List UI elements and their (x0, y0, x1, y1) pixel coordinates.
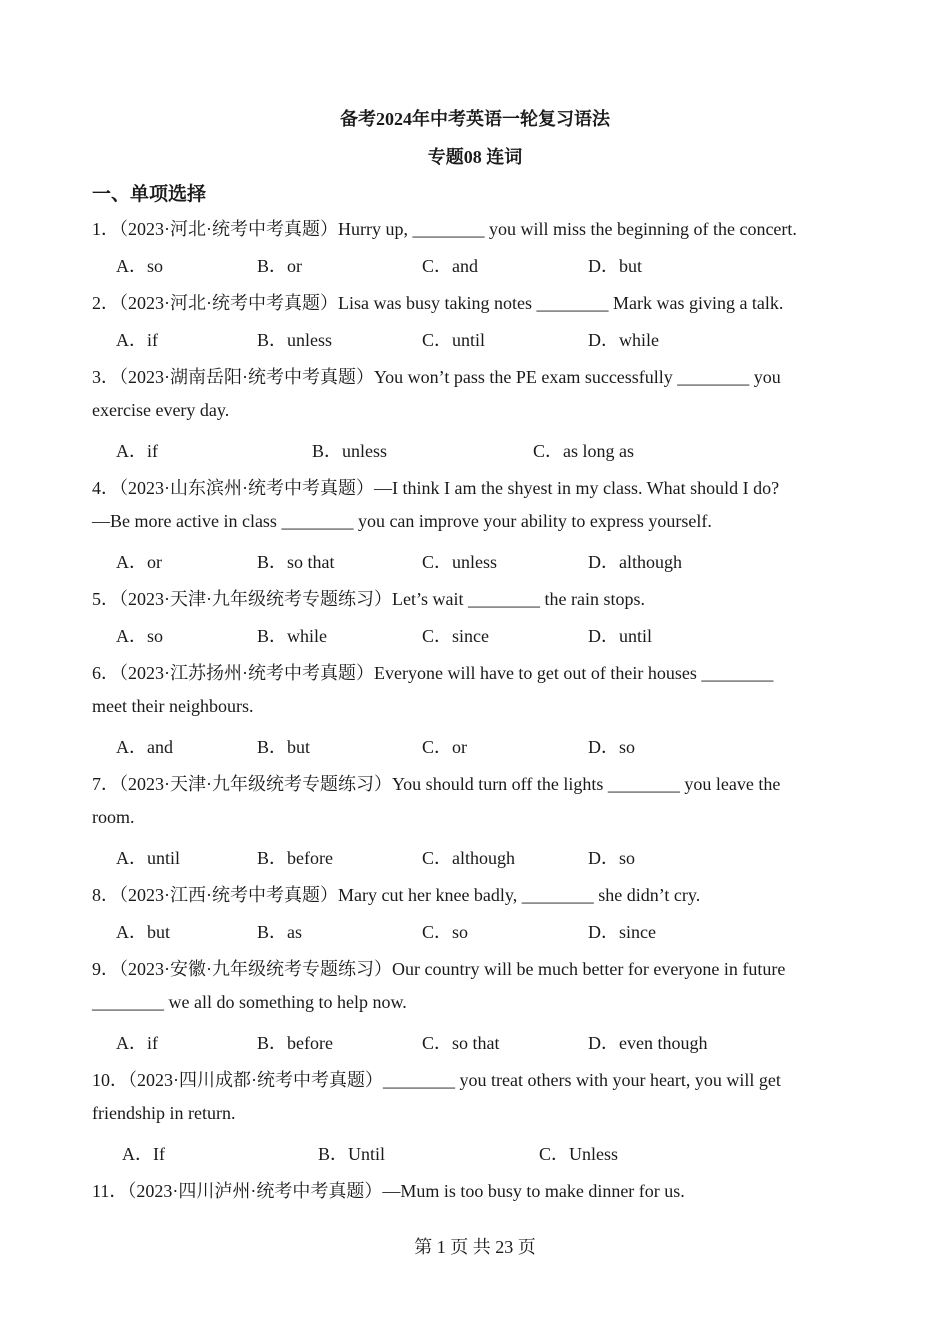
question-11-text: 11．（2023·四川泸州·统考中考真题）—Mum is too busy to make dinner for us. (92, 1181, 685, 1201)
question-10-option[interactable]: B．Until (318, 1144, 386, 1164)
question-8-option[interactable]: B．as (257, 922, 302, 942)
question-5-option[interactable]: C．since (422, 626, 489, 646)
question-1-option[interactable]: B．or (257, 256, 302, 276)
question-6-option[interactable]: B．but (257, 737, 311, 757)
question-5-option[interactable]: D．until (588, 626, 653, 646)
question-1-text: 1．（2023·河北·统考中考真题）Hurry up, ________ you will miss the beginning of the concert. (92, 219, 797, 239)
question-1-option[interactable]: C．and (422, 256, 478, 276)
question-9-option[interactable]: D．even though (588, 1033, 708, 1053)
question-2-text: 2．（2023·河北·统考中考真题）Lisa was busy taking notes ________ Mark was giving a talk. (92, 293, 784, 313)
question-5-option[interactable]: A．so (116, 626, 164, 646)
question-7-option[interactable]: B．before (257, 848, 333, 868)
question-2-option[interactable]: C．until (422, 330, 486, 350)
document-title: 备考2024年中考英语一轮复习语法 (340, 109, 610, 129)
question-3-text: exercise every day. (92, 400, 230, 420)
document-subtitle: 专题08 连词 (427, 147, 523, 167)
question-8-option[interactable]: D．since (588, 922, 656, 942)
question-7-option[interactable]: A．until (116, 848, 181, 868)
question-6-text: 6．（2023·江苏扬州·统考中考真题）Everyone will have to get out of their houses ________ (92, 663, 774, 683)
question-6-option[interactable]: A．and (116, 737, 173, 757)
question-10-option[interactable]: A．If (122, 1144, 165, 1164)
question-8-option[interactable]: A．but (116, 922, 170, 942)
page-footer: 第 1 页 共 23 页 (414, 1237, 536, 1257)
question-2-option[interactable]: D．while (588, 330, 659, 350)
question-9-option[interactable]: B．before (257, 1033, 333, 1053)
question-6-text: meet their neighbours. (92, 696, 254, 716)
section-heading: 一、单项选择 (92, 184, 207, 205)
question-9-text: ________ we all do something to help now. (92, 992, 407, 1012)
question-10-text: friendship in return. (92, 1103, 236, 1123)
question-6-option[interactable]: C．or (422, 737, 467, 757)
question-5-option[interactable]: B．while (257, 626, 327, 646)
question-8-text: 8．（2023·江西·统考中考真题）Mary cut her knee badly, ________ she didn’t cry. (92, 885, 701, 905)
question-10-option[interactable]: C．Unless (539, 1144, 619, 1164)
question-4-option[interactable]: B．so that (257, 552, 335, 572)
question-5-text: 5．（2023·天津·九年级统考专题练习）Let’s wait ________ the rain stops. (92, 589, 645, 609)
question-9-option[interactable]: A．if (116, 1033, 158, 1053)
question-7-text: room. (92, 807, 135, 827)
question-4-option[interactable]: D．although (588, 552, 682, 572)
question-9-text: 9．（2023·安徽·九年级统考专题练习）Our country will be much better for everyone in future (92, 959, 786, 979)
question-1-option[interactable]: D．but (588, 256, 642, 276)
question-3-option[interactable]: A．if (116, 441, 158, 461)
question-2-option[interactable]: B．unless (257, 330, 333, 350)
question-3-text: 3．（2023·湖南岳阳·统考中考真题）You won’t pass the PE exam successfully ________ you (92, 367, 781, 387)
question-8-option[interactable]: C．so (422, 922, 469, 942)
question-7-option[interactable]: C．although (422, 848, 515, 868)
question-7-option[interactable]: D．so (588, 848, 636, 868)
question-3-option[interactable]: B．unless (312, 441, 388, 461)
question-2-option[interactable]: A．if (116, 330, 158, 350)
question-9-option[interactable]: C．so that (422, 1033, 500, 1053)
question-3-option[interactable]: C．as long as (533, 441, 634, 461)
question-4-option[interactable]: C．unless (422, 552, 498, 572)
question-7-text: 7．（2023·天津·九年级统考专题练习）You should turn off the lights ________ you leave the (92, 774, 781, 794)
question-1-option[interactable]: A．so (116, 256, 164, 276)
question-4-text: —Be more active in class ________ you can improve your ability to express yourself. (92, 511, 712, 531)
question-10-text: 10．（2023·四川成都·统考中考真题）________ you treat others with your heart, you will get (92, 1070, 781, 1090)
question-4-option[interactable]: A．or (116, 552, 162, 572)
question-6-option[interactable]: D．so (588, 737, 636, 757)
question-4-text: 4．（2023·山东滨州·统考中考真题）—I think I am the shyest in my class. What should I do? (92, 478, 780, 498)
